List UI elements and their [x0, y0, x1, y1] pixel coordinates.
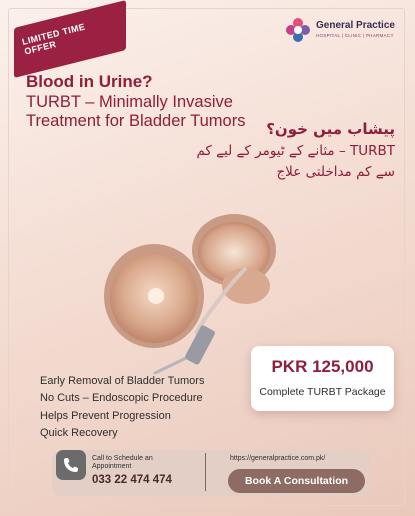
phone-number[interactable]: 033 22 474 474	[92, 474, 172, 486]
brand-name: General Practice	[316, 20, 395, 31]
headline-title: Blood in Urine?	[26, 72, 153, 91]
benefit-item: Early Removal of Bladder Tumors	[40, 375, 205, 387]
benefit-item: Quick Recovery	[40, 426, 118, 439]
benefit-item: No Cuts – Endoscopic Procedure	[40, 392, 203, 405]
website-link[interactable]: https://generalpractice.com.pk/	[230, 455, 326, 462]
logo-icon	[284, 16, 312, 44]
benefit-item: Helps Prevent Progression	[40, 409, 171, 422]
brand-logo[interactable]	[284, 14, 396, 48]
urdu-title: پیشاب میں خون؟	[266, 120, 395, 138]
phone-icon[interactable]	[56, 450, 86, 480]
contact-divider	[205, 453, 206, 491]
phone-glyph	[56, 450, 86, 480]
headline-line-1: TURBT – Minimally Invasive	[26, 93, 233, 111]
brand-tagline: HOSPITAL | CLINIC | PHARMACY	[316, 33, 394, 38]
headline-line-2: Treatment for Bladder Tumors	[26, 112, 246, 130]
urdu-line-1: TURBT – مثانے کے ٹیومر کے لیے کم	[196, 143, 395, 159]
benefits-list	[40, 373, 204, 442]
urdu-line-2: سے کم مداخلتی علاج	[276, 164, 395, 180]
price-card	[251, 346, 394, 411]
offer-badge: LIMITED TIME OFFER	[20, 21, 87, 57]
price-label: Complete TURBT Package	[259, 386, 386, 398]
call-label: Call to Schedule an Appointment	[92, 455, 153, 470]
book-consultation-button[interactable]: Book A Consultation	[228, 469, 365, 493]
price-amount: PKR 125,000	[271, 357, 374, 376]
